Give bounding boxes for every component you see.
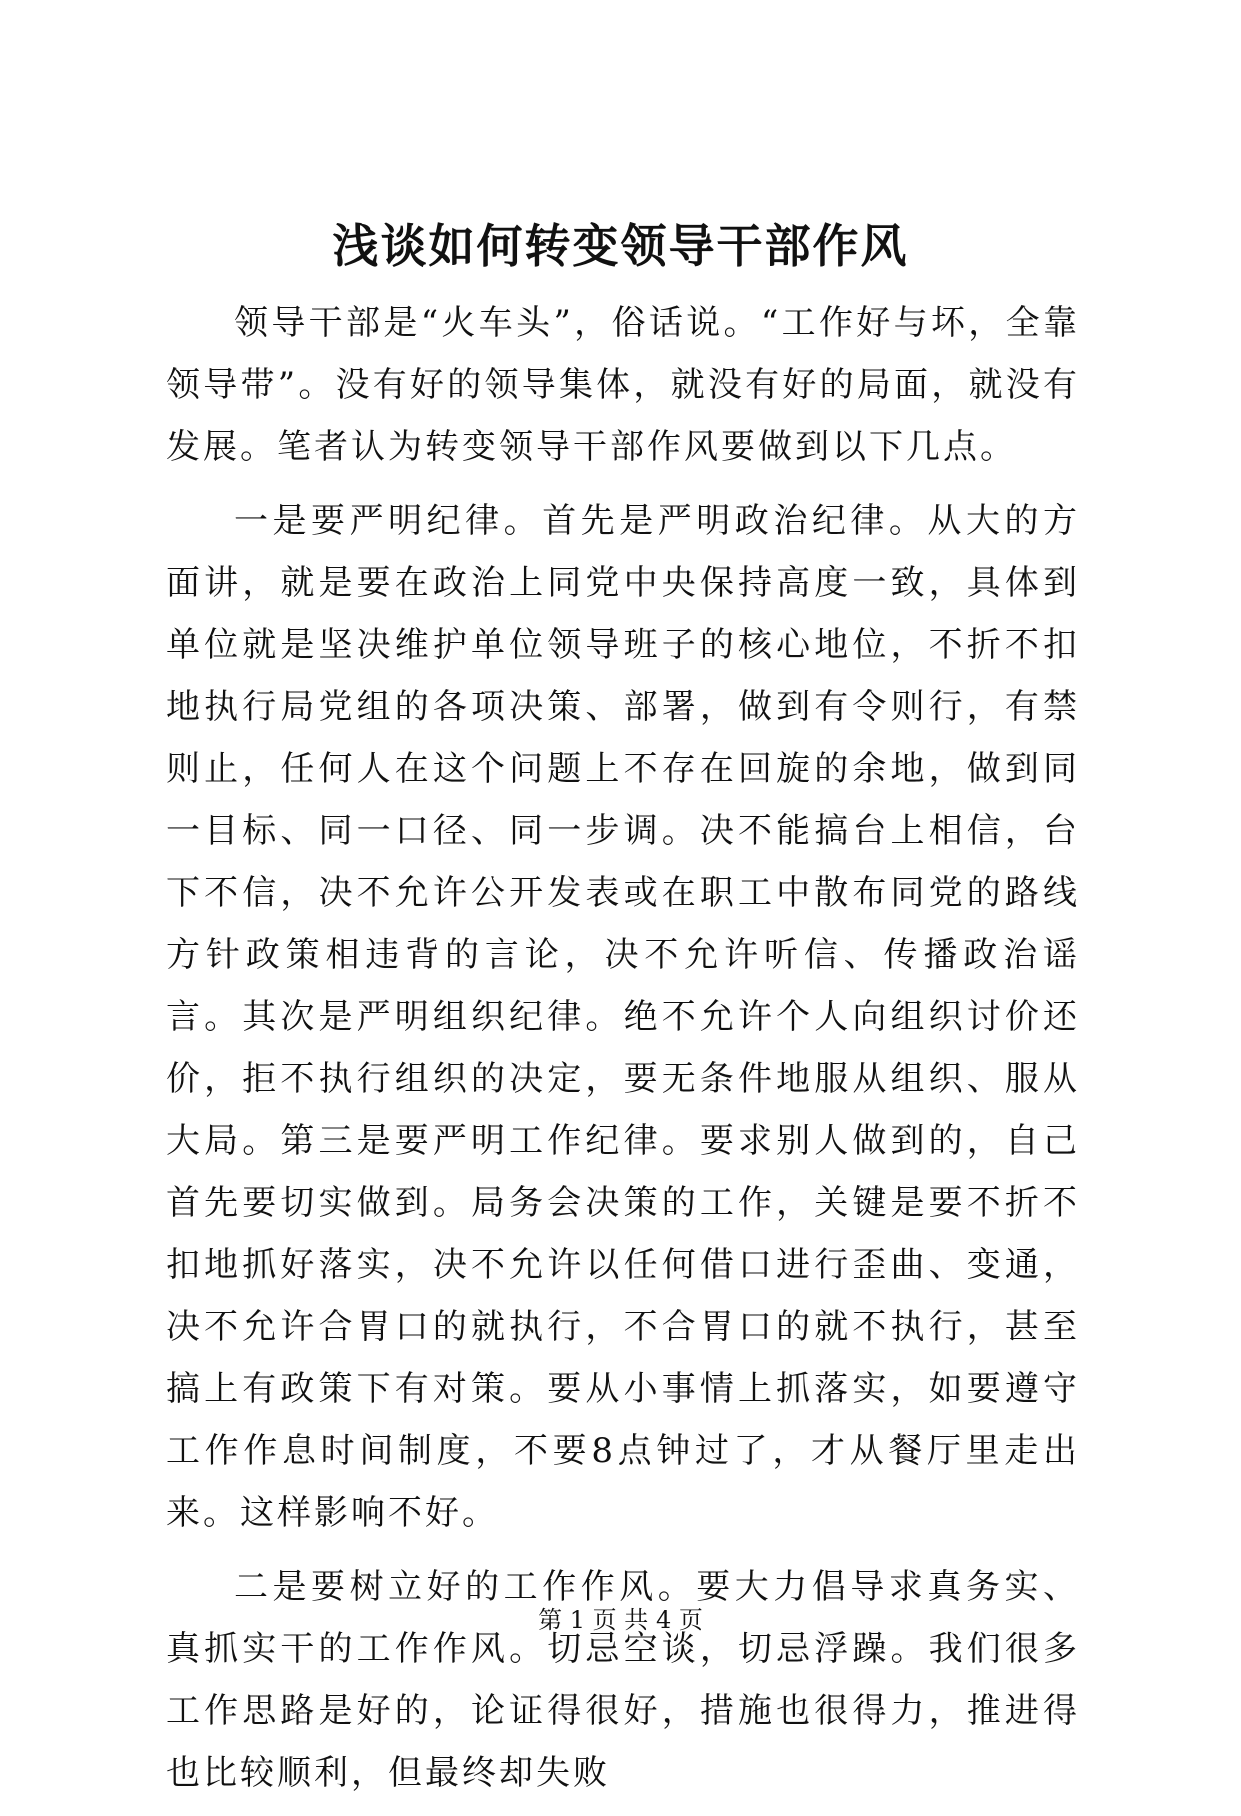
paragraph-work-style: 二是要树立好的工作作风。要大力倡导求真务实、真抓实干的工作作风。切忌空谈，切忌浮躁。我们很多工作思路是好的，论证得很好，措施也很得力，推进得也比较顺利，但最终却失败 <box>166 1567 1080 1793</box>
document-title: 浅谈如何转变领导干部作风 <box>332 219 909 273</box>
paragraph-discipline: 一是要严明纪律。首先是严明政治纪律。从大的方面讲，就是要在政治上同党中央保持高度一致，具体到单位就是坚决维护单位领导班子的核心地位，不折不扣地执行局党组的各项决策、部署，做到有令则行，有禁则止，任何人在这个问题上不存在回旋的余地，做到同一目标、同一口径、同一步调。决不能搞台上相信，台下不信，决不允许公开发表或在职工中散布同党的路线方针政策相违背的言论，决不允许听信、传播政治谣言。其次是严明组织纪律。绝不允许个人向组织讨价还价，拒不执行组织的决定，要无条件地服从组织、服从大局。第三是要严明工作纪律。要求别人做到的，自己首先要切实做到。局务会决策的工作，关键是要不折不扣地抓好落实，决不允许以任何借口进行歪曲、变通，决不允许合胃口的就执行，不合胃口的就不执行，甚至搞上有政策下有对策。要从小事情上抓落实，如要遵守工作作息时间制度，不要8点钟过了，才从餐厅里走出来。这样影响不好。 <box>166 501 1080 1533</box>
document-body <box>166 292 1080 1816</box>
page-footer: 第 1 页 共 4 页 <box>538 1606 703 1634</box>
paragraph-intro: 领导干部是“火车头”，俗话说。“工作好与坏，全靠领导带”。没有好的领导集体，就没有好的局面，就没有发展。笔者认为转变领导干部作风要做到以下几点。 <box>166 303 1080 467</box>
